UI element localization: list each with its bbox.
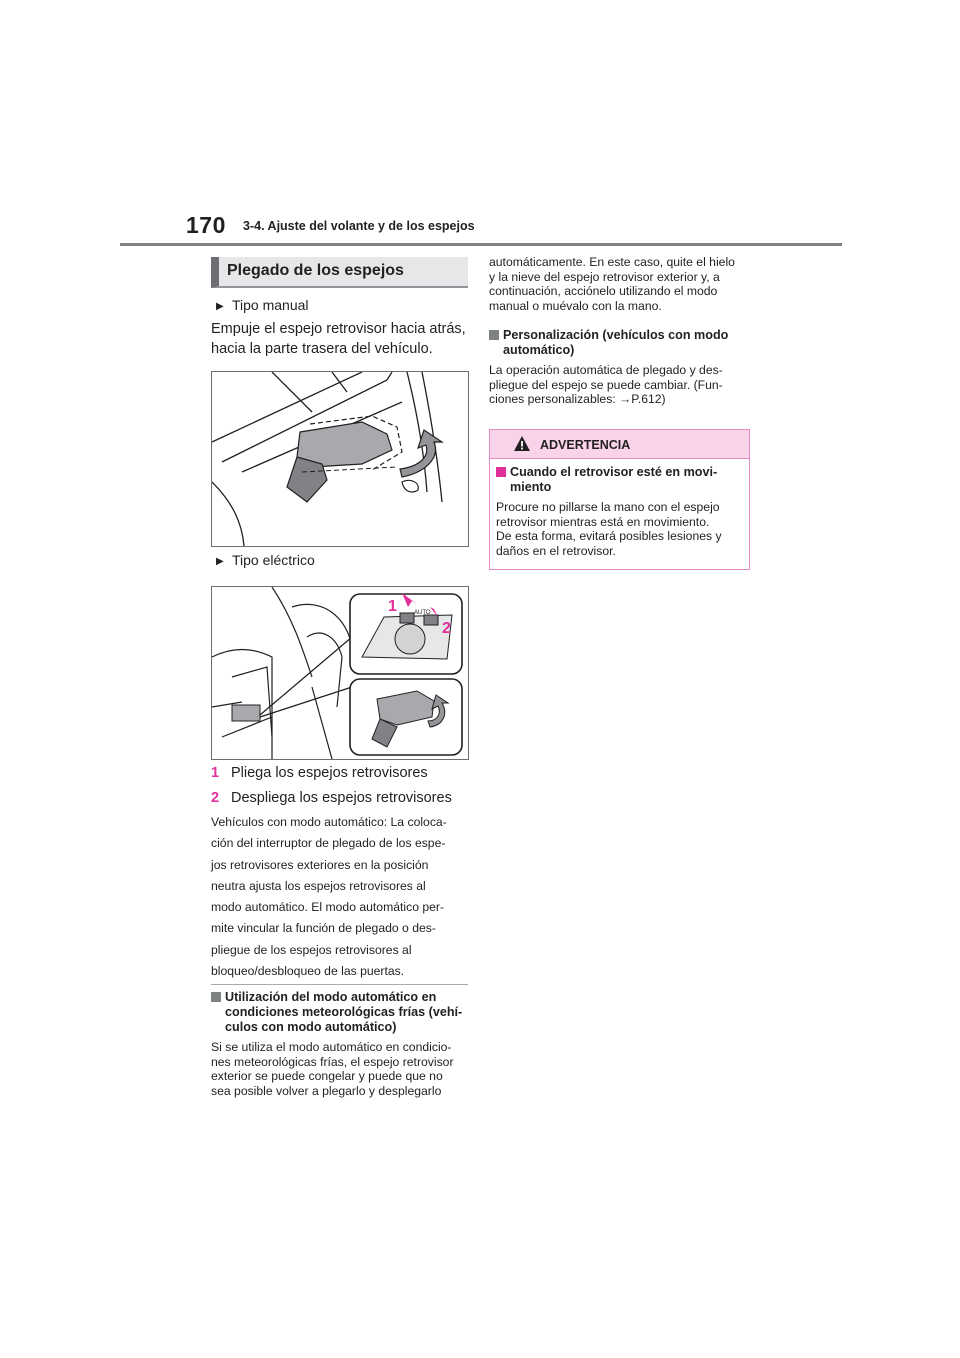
chapter-title: 3-4. Ajuste del volante y de los espejos xyxy=(243,219,475,233)
step-number: 1 xyxy=(211,765,220,781)
heading-line: Utilización del modo automático en xyxy=(225,990,437,1004)
heading-line: condiciones meteorológicas frías (vehí- xyxy=(225,1005,463,1019)
warning-box xyxy=(489,429,750,570)
paragraph-line: La operación automática de plegado y des- xyxy=(489,363,723,377)
paragraph-line: modo automático. El modo automático per- xyxy=(211,900,445,915)
manual-instruction-line: hacia la parte trasera del vehículo. xyxy=(211,341,433,357)
auto-mode-paragraph xyxy=(211,812,473,982)
square-bullet-icon xyxy=(489,330,499,340)
paragraph-line: automáticamente. En este caso, quite el hielo xyxy=(489,255,735,269)
paragraph-line: mite vincular la función de plegado o des- xyxy=(211,921,436,936)
heading-line: miento xyxy=(510,480,552,494)
unfold-number-label: 2 xyxy=(442,620,451,637)
heading-line: automático) xyxy=(503,343,575,357)
manual-instruction xyxy=(211,319,471,359)
heading-line: culos con modo automático) xyxy=(225,1020,397,1034)
heading-line: Cuando el retrovisor esté en movi- xyxy=(510,465,718,479)
square-bullet-icon xyxy=(496,467,506,477)
warning-triangle-icon xyxy=(513,435,531,452)
manual-type-label xyxy=(216,296,309,316)
paragraph-line: y la nieve del espejo retrovisor exterior y, a xyxy=(489,269,720,284)
step-number: 2 xyxy=(211,790,220,806)
step-2 xyxy=(211,788,452,808)
square-bullet-icon xyxy=(211,992,221,1002)
paragraph-line: retrovisor mientras está en movimiento. xyxy=(496,514,710,529)
paragraph-line: exterior se puede congelar y puede que no xyxy=(211,1069,443,1084)
paragraph-line: De esta forma, evitará posibles lesiones y xyxy=(496,529,722,544)
paragraph-line: nes meteorológicas frías, el espejo retrovisor xyxy=(211,1054,454,1069)
paragraph-line: Procure no pillarse la mano con el espejo xyxy=(496,500,720,514)
manual-instruction-line: Empuje el espejo retrovisor hacia atrás, xyxy=(211,321,466,337)
header-rule xyxy=(120,243,842,246)
paragraph-line: Si se utiliza el modo automático en condicio- xyxy=(211,1040,452,1054)
electric-switch-illustration xyxy=(211,586,469,760)
heading-line: Personalización (vehículos con modo xyxy=(503,328,729,342)
paragraph-line: pliegue de los espejos retrovisores al xyxy=(211,942,412,957)
cold-weather-heading xyxy=(211,990,473,1035)
fold-number-label: 1 xyxy=(388,598,397,615)
electric-type-label xyxy=(216,551,315,571)
customization-heading xyxy=(489,328,755,358)
customization-body xyxy=(489,363,755,407)
paragraph-line: jos retrovisores exteriores en la posición xyxy=(211,857,429,872)
manual-mirror-illustration xyxy=(211,371,469,547)
cold-weather-body xyxy=(211,1040,473,1098)
page-number: 170 xyxy=(186,212,226,238)
paragraph-line: manual o muévalo con la mano. xyxy=(489,298,662,313)
paragraph-line: pliegue del espejo se puede cambiar. (Fun- xyxy=(489,377,723,392)
paragraph-line: bloqueo/desbloqueo de las puertas. xyxy=(211,964,405,979)
warning-header xyxy=(490,430,749,459)
triangle-bullet-icon: ▶ xyxy=(216,301,224,312)
manual-mirror-drawing xyxy=(212,372,468,546)
cold-weather-body-continued xyxy=(489,255,755,313)
paragraph-line: ciones personalizables: →P.612) xyxy=(489,392,666,407)
paragraph-line: daños en el retrovisor. xyxy=(496,543,616,558)
paragraph-line: neutra ajusta los espejos retrovisores al xyxy=(211,878,426,893)
paragraph-line: ción del interruptor de plegado de los espe- xyxy=(211,836,446,851)
step-text: Despliega los espejos retrovisores xyxy=(231,790,452,806)
auto-switch-label: AUTO xyxy=(414,610,431,616)
electric-switch-drawing xyxy=(212,587,468,759)
step-text: Pliega los espejos retrovisores xyxy=(231,765,428,781)
warning-body xyxy=(496,500,748,558)
warning-heading xyxy=(496,465,746,495)
section-heading: Plegado de los espejos xyxy=(211,257,468,288)
divider xyxy=(211,984,468,985)
paragraph-line: continuación, acciónelo utilizando el modo xyxy=(489,284,718,299)
electric-type-text: Tipo eléctrico xyxy=(232,552,315,568)
paragraph-line: sea posible volver a plegarlo y desplegarlo xyxy=(211,1083,442,1098)
warning-title: ADVERTENCIA xyxy=(540,438,631,452)
step-1 xyxy=(211,763,428,783)
triangle-bullet-icon: ▶ xyxy=(216,556,224,567)
manual-type-text: Tipo manual xyxy=(232,297,309,313)
paragraph-line: Vehículos con modo automático: La coloca- xyxy=(211,815,447,829)
